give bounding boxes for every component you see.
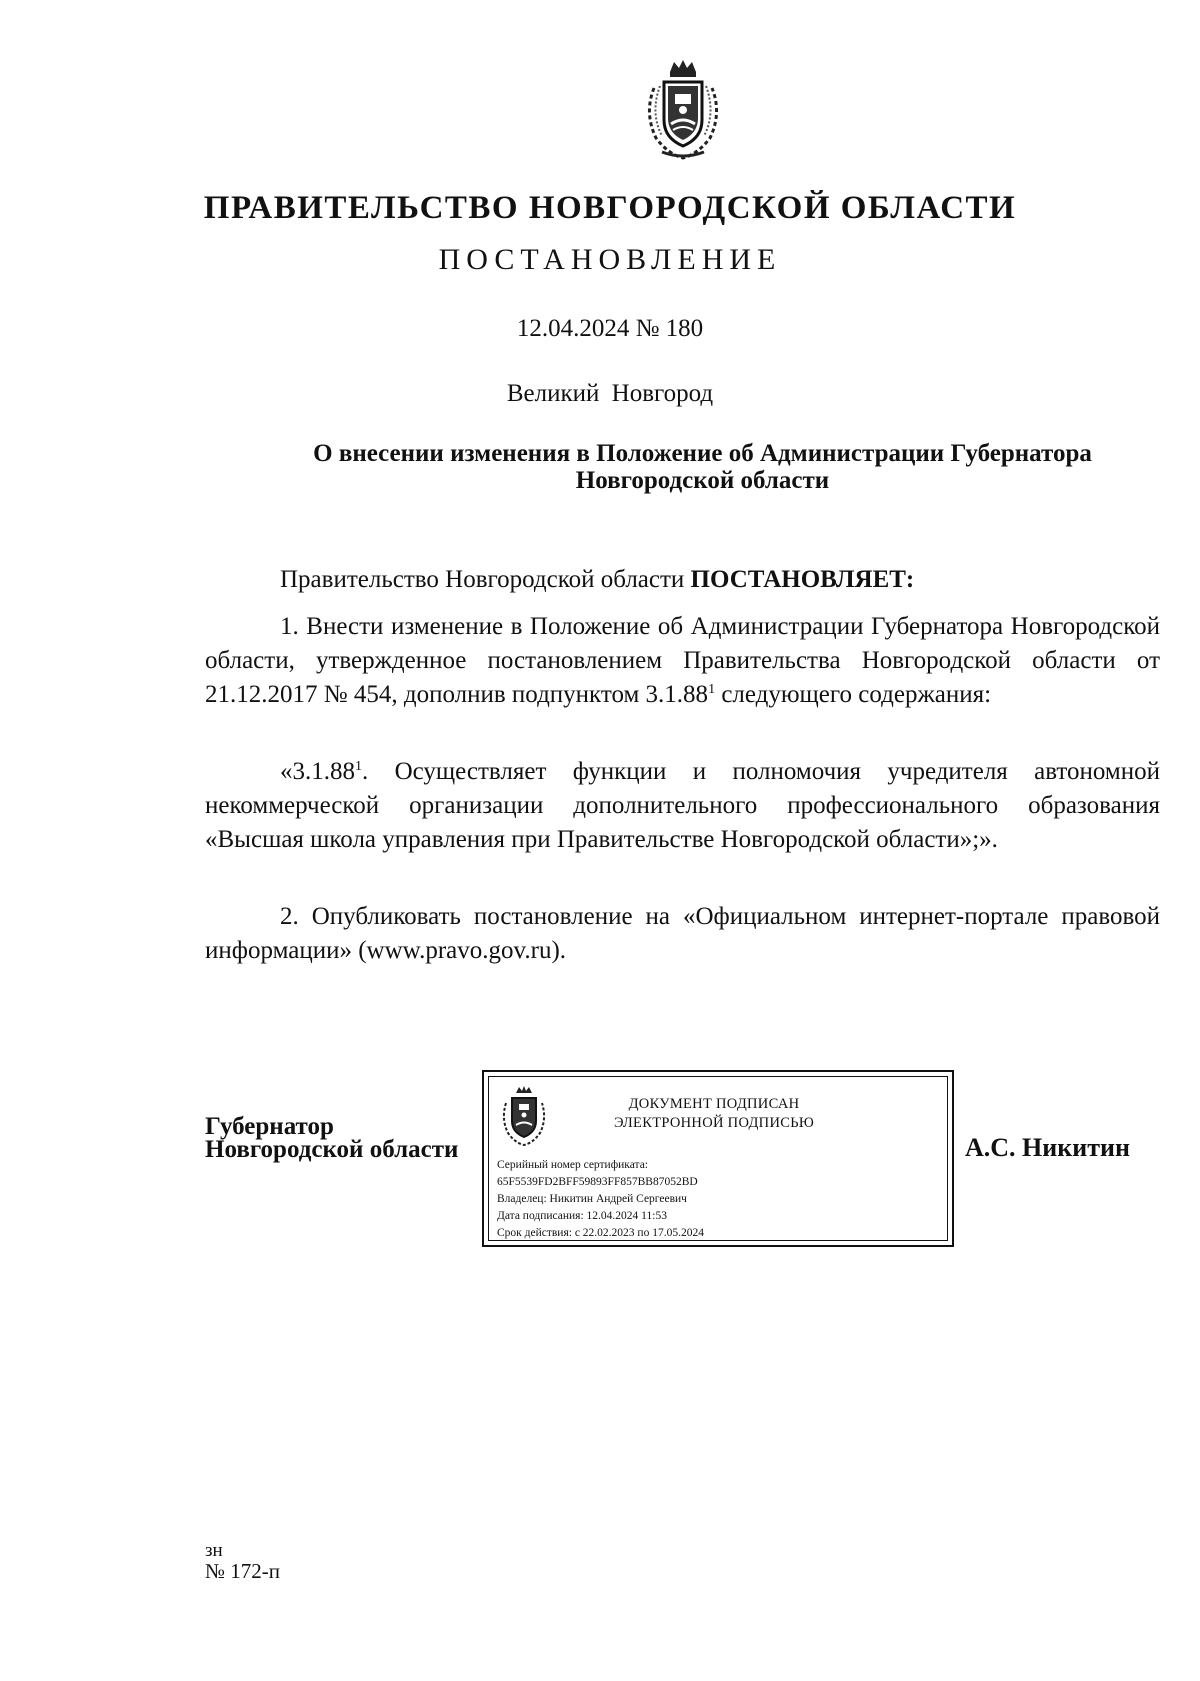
signatory-position [205,1115,458,1161]
intro-paragraph [205,563,1160,597]
certificate-details [497,1157,704,1242]
internal-code [205,1541,280,1581]
stamp-title [569,1095,859,1133]
date-and-number: 12.04.2024 № 180 [516,315,704,342]
quote-superscript: 1 [355,759,362,774]
item-2-paragraph: 2. Опубликовать постановление на «Официальном интернет-портале правовой информации» (www.pravo.gov.ru). [205,903,1160,964]
item-1-paragraph [205,610,1160,712]
intro-resolves: ПОСТАНОВЛЯЕТ: [690,566,915,593]
intro-text: Правительство Новгородской области [280,566,691,593]
stamp-title-line-2: ЭЛЕКТРОННОЙ ПОДПИСЬЮ [613,1115,815,1131]
quote-open: «3.1.88 [280,758,355,785]
item-1-tail: следующего содержания: [715,681,992,708]
subject-line-2: Новгородской области [575,467,830,494]
document-subject [205,440,1200,494]
city: Великий Новгород [506,380,714,407]
code-line-1: зн [205,1540,223,1561]
code-line-2: № 172-п [205,1559,281,1583]
certificate-owner: Владелец: Никитин Андрей Сергеевич [497,1193,687,1205]
signer-name: А.С. Никитин [965,1133,1130,1162]
certificate-label: Серийный номер сертификата: [497,1159,648,1171]
certificate-validity: Срок действия: с 22.02.2023 по 17.05.2024 [497,1227,704,1239]
stamp-title-line-1: ДОКУМЕНТ ПОДПИСАН [628,1096,800,1112]
quote-text: . Осуществляет функции и полномочия учредителя автономной некоммерческой организации дополнительного профессионального образования «Высшая школа управления при Правительстве Новгородской области»;». [205,758,1160,853]
coat-of-arms-icon [640,58,726,162]
position-line-1: Губернатор [205,1113,334,1140]
position-line-2: Новгородской области [205,1136,459,1163]
quoted-subitem-paragraph [205,755,1160,857]
electronic-signature-stamp [482,1070,954,1247]
item-1-text: 1. Внести изменение в Положение об Администрации Губернатора Новгородской области, утвержденное постановлением Правительства Новгородской области от 21.12.2017 № 454, дополнив подпунктом 3.1.88 [205,613,1160,708]
document-type: ПОСТАНОВЛЕНИЕ [438,243,782,276]
stamp-inner-frame [488,1076,948,1241]
certificate-number: 65F5539FD2BFF59893FF857BB87052BD [497,1176,698,1188]
coat-of-arms-icon [499,1085,549,1147]
signing-date: Дата подписания: 12.04.2024 11:53 [497,1210,667,1222]
subject-line-1: О внесении изменения в Положение об Администрации Губернатора [313,440,1092,467]
item-1-superscript: 1 [708,682,716,697]
organization-title: ПРАВИТЕЛЬСТВО НОВГОРОДСКОЙ ОБЛАСТИ [203,190,1017,226]
